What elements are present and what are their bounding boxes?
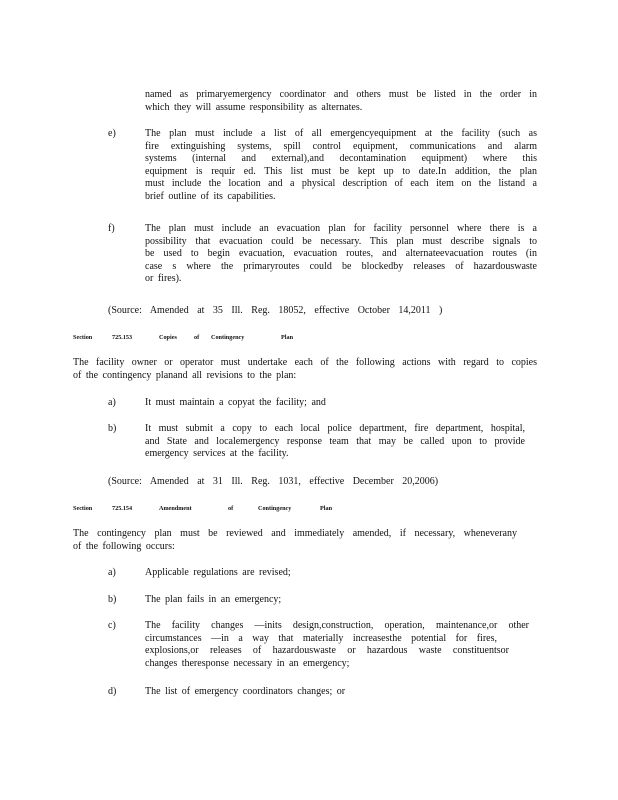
- item-e-paragraph: [145, 128, 537, 203]
- item-154-b-marker: b): [108, 594, 117, 605]
- item-154-d-marker: d): [108, 686, 117, 697]
- section-title-word: Contingency: [258, 505, 292, 512]
- section-title-word: Plan: [320, 505, 333, 512]
- section-label: Section: [73, 334, 93, 341]
- text-line: of the following occurs:: [73, 540, 175, 552]
- text-line: changes theresponse necessary in an emergency;: [145, 657, 350, 669]
- item-153-a-paragraph: [145, 397, 537, 410]
- section-title-word: Amendment: [159, 505, 192, 512]
- item-f-paragraph: [145, 223, 537, 286]
- section-label: Section: [73, 505, 93, 512]
- text-line: and State and localemergency response team that may be called upon to provide: [145, 435, 525, 447]
- continuation-paragraph: [145, 89, 537, 114]
- section-number: 725.154: [112, 505, 133, 512]
- item-f-marker: f): [108, 223, 115, 234]
- item-154-c-marker: c): [108, 620, 116, 631]
- item-154-c-paragraph: [145, 620, 529, 670]
- text-line: which they will assume responsibility as alternates.: [145, 101, 363, 113]
- text-line: be used to begin evacuation, evacuation routes, and alternateevacuation routes (in: [145, 248, 537, 259]
- source-note-1: (Source: Amended at 35 Ill. Reg. 18052, effective October 14,2011 ): [108, 305, 443, 316]
- text-line: Applicable regulations are revised;: [145, 567, 291, 578]
- section-154-intro: [73, 528, 517, 553]
- item-154-a-paragraph: [145, 567, 537, 580]
- text-line: systems (internal and external),and decontamination equipment) where this: [145, 153, 537, 164]
- text-line: named as primaryemergency coordinator and others must be listed in the order in: [145, 89, 537, 100]
- section-title-word: of: [228, 505, 234, 512]
- text-line: explosions,or releases of hazardouswaste or hazardous waste constituentsor: [145, 645, 509, 656]
- item-153-b-paragraph: [145, 423, 525, 461]
- item-153-b-marker: b): [108, 423, 117, 434]
- text-line: of the contingency planand all revisions to the plan:: [73, 369, 297, 381]
- text-line: circumstances —in a way that materially increasesthe potential for fires,: [145, 632, 497, 644]
- text-line: It must maintain a copyat the facility; and: [145, 397, 326, 408]
- text-line: possibility that evacuation could be necessary. This plan must describe signals to: [145, 235, 537, 247]
- text-line: emergency services at the facility.: [145, 448, 289, 459]
- section-153-intro: [73, 357, 537, 382]
- text-line: The plan fails in an emergency;: [145, 594, 282, 605]
- item-e-marker: e): [108, 128, 116, 139]
- section-title-word: Contingency: [211, 334, 245, 341]
- section-number: 725.153: [112, 334, 133, 341]
- item-154-b-paragraph: [145, 594, 537, 607]
- text-line: fire extinguishing systems, spill control equipment, communications and alarm: [145, 140, 537, 152]
- text-line: The contingency plan must be reviewed and immediately amended, if necessary, wheneverany: [73, 528, 517, 539]
- text-line: The plan must include an evacuation plan for facility personnel where there is a: [145, 223, 537, 234]
- section-title-word: Copies: [159, 334, 177, 341]
- section-title-word: Plan: [281, 334, 294, 341]
- section-153-heading: [73, 333, 333, 343]
- text-line: The plan must include a list of all emergencyequipment at the facility (such as: [145, 128, 537, 139]
- text-line: The facility owner or operator must undertake each of the following actions with regard to copies: [73, 357, 537, 368]
- section-title-word: of: [194, 334, 200, 341]
- text-line: It must submit a copy to each local police department, fire department, hospital,: [145, 423, 525, 434]
- text-line: equipment is requir ed. This list must be kept up to date.In addition, the plan: [145, 165, 537, 177]
- source-note-2: (Source: Amended at 31 Ill. Reg. 1031, effective December 20,2006): [108, 476, 439, 487]
- item-154-d-paragraph: [145, 686, 537, 699]
- text-line: case s where the primaryroutes could be blockedby releases of hazardouswaste: [145, 260, 537, 272]
- item-153-a-marker: a): [108, 397, 116, 408]
- text-line: brief outline of its capabilities.: [145, 190, 276, 202]
- text-line: The facility changes —inits design,construction, operation, maintenance,or other: [145, 620, 529, 631]
- text-line: must include the location and a physical description of each item on the listand a: [145, 178, 537, 189]
- item-154-a-marker: a): [108, 567, 116, 578]
- section-154-heading: [73, 504, 333, 514]
- text-line: The list of emergency coordinators changes; or: [145, 686, 346, 697]
- text-line: or fires).: [145, 273, 182, 284]
